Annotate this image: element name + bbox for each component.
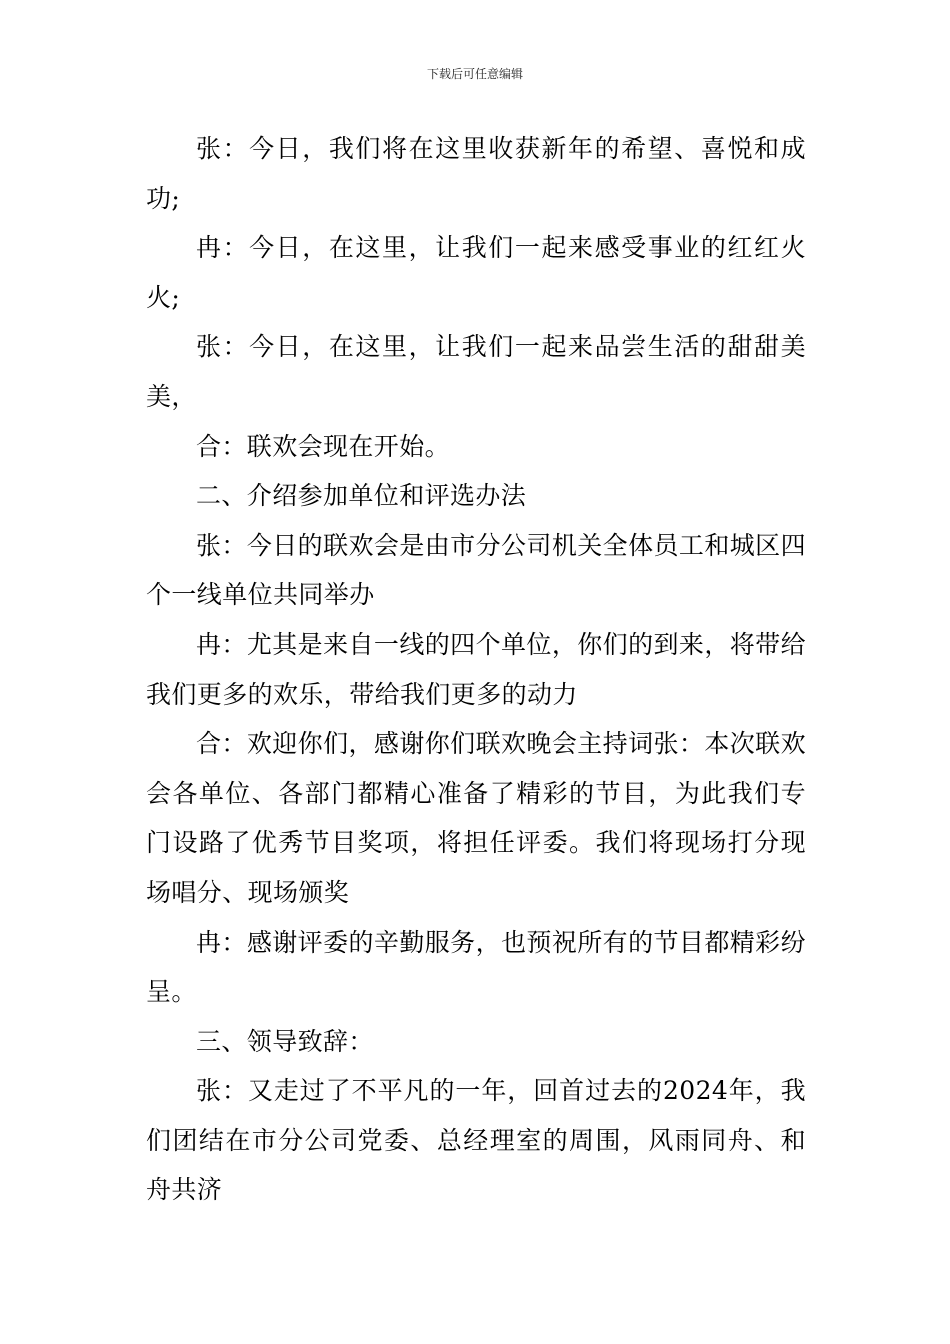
paragraph: 张：今日，我们将在这里收获新年的希望、喜悦和成功; bbox=[146, 134, 806, 213]
page-header: 下载后可任意编辑 bbox=[426, 67, 523, 81]
document-body bbox=[146, 124, 806, 1215]
paragraph: 张：又走过了不平凡的一年，回首过去的2024年，我们团结在市分公司党委、总经理室的周围，风雨同舟、和舟共济 bbox=[146, 1076, 806, 1205]
paragraph: 冉：尤其是来自一线的四个单位，你们的到来，将带给我们更多的欢乐，带给我们更多的动力 bbox=[146, 629, 806, 709]
paragraph: 张：今日的联欢会是由市分公司机关全体员工和城区四个一线单位共同举办 bbox=[146, 530, 806, 610]
paragraph: 张：今日，在这里，让我们一起来品尝生活的甜甜美美， bbox=[146, 332, 806, 411]
section-heading: 二、介绍参加单位和评选办法 bbox=[196, 481, 527, 511]
paragraph: 冉：今日，在这里，让我们一起来感受事业的红红火火; bbox=[146, 233, 806, 312]
paragraph: 冉：感谢评委的辛勤服务，也预祝所有的节目都精彩纷呈。 bbox=[146, 927, 806, 1007]
paragraph: 合：欢迎你们，感谢你们联欢晚会主持词张：本次联欢会各单位、各部门都精心准备了精彩的节目，为此我们专门设路了优秀节目奖项，将担任评委。我们将现场打分现场唱分、现场颁奖 bbox=[146, 729, 806, 907]
paragraph: 合：联欢会现在开始。 bbox=[196, 431, 451, 461]
section-heading: 三、领导致辞： bbox=[196, 1026, 374, 1056]
